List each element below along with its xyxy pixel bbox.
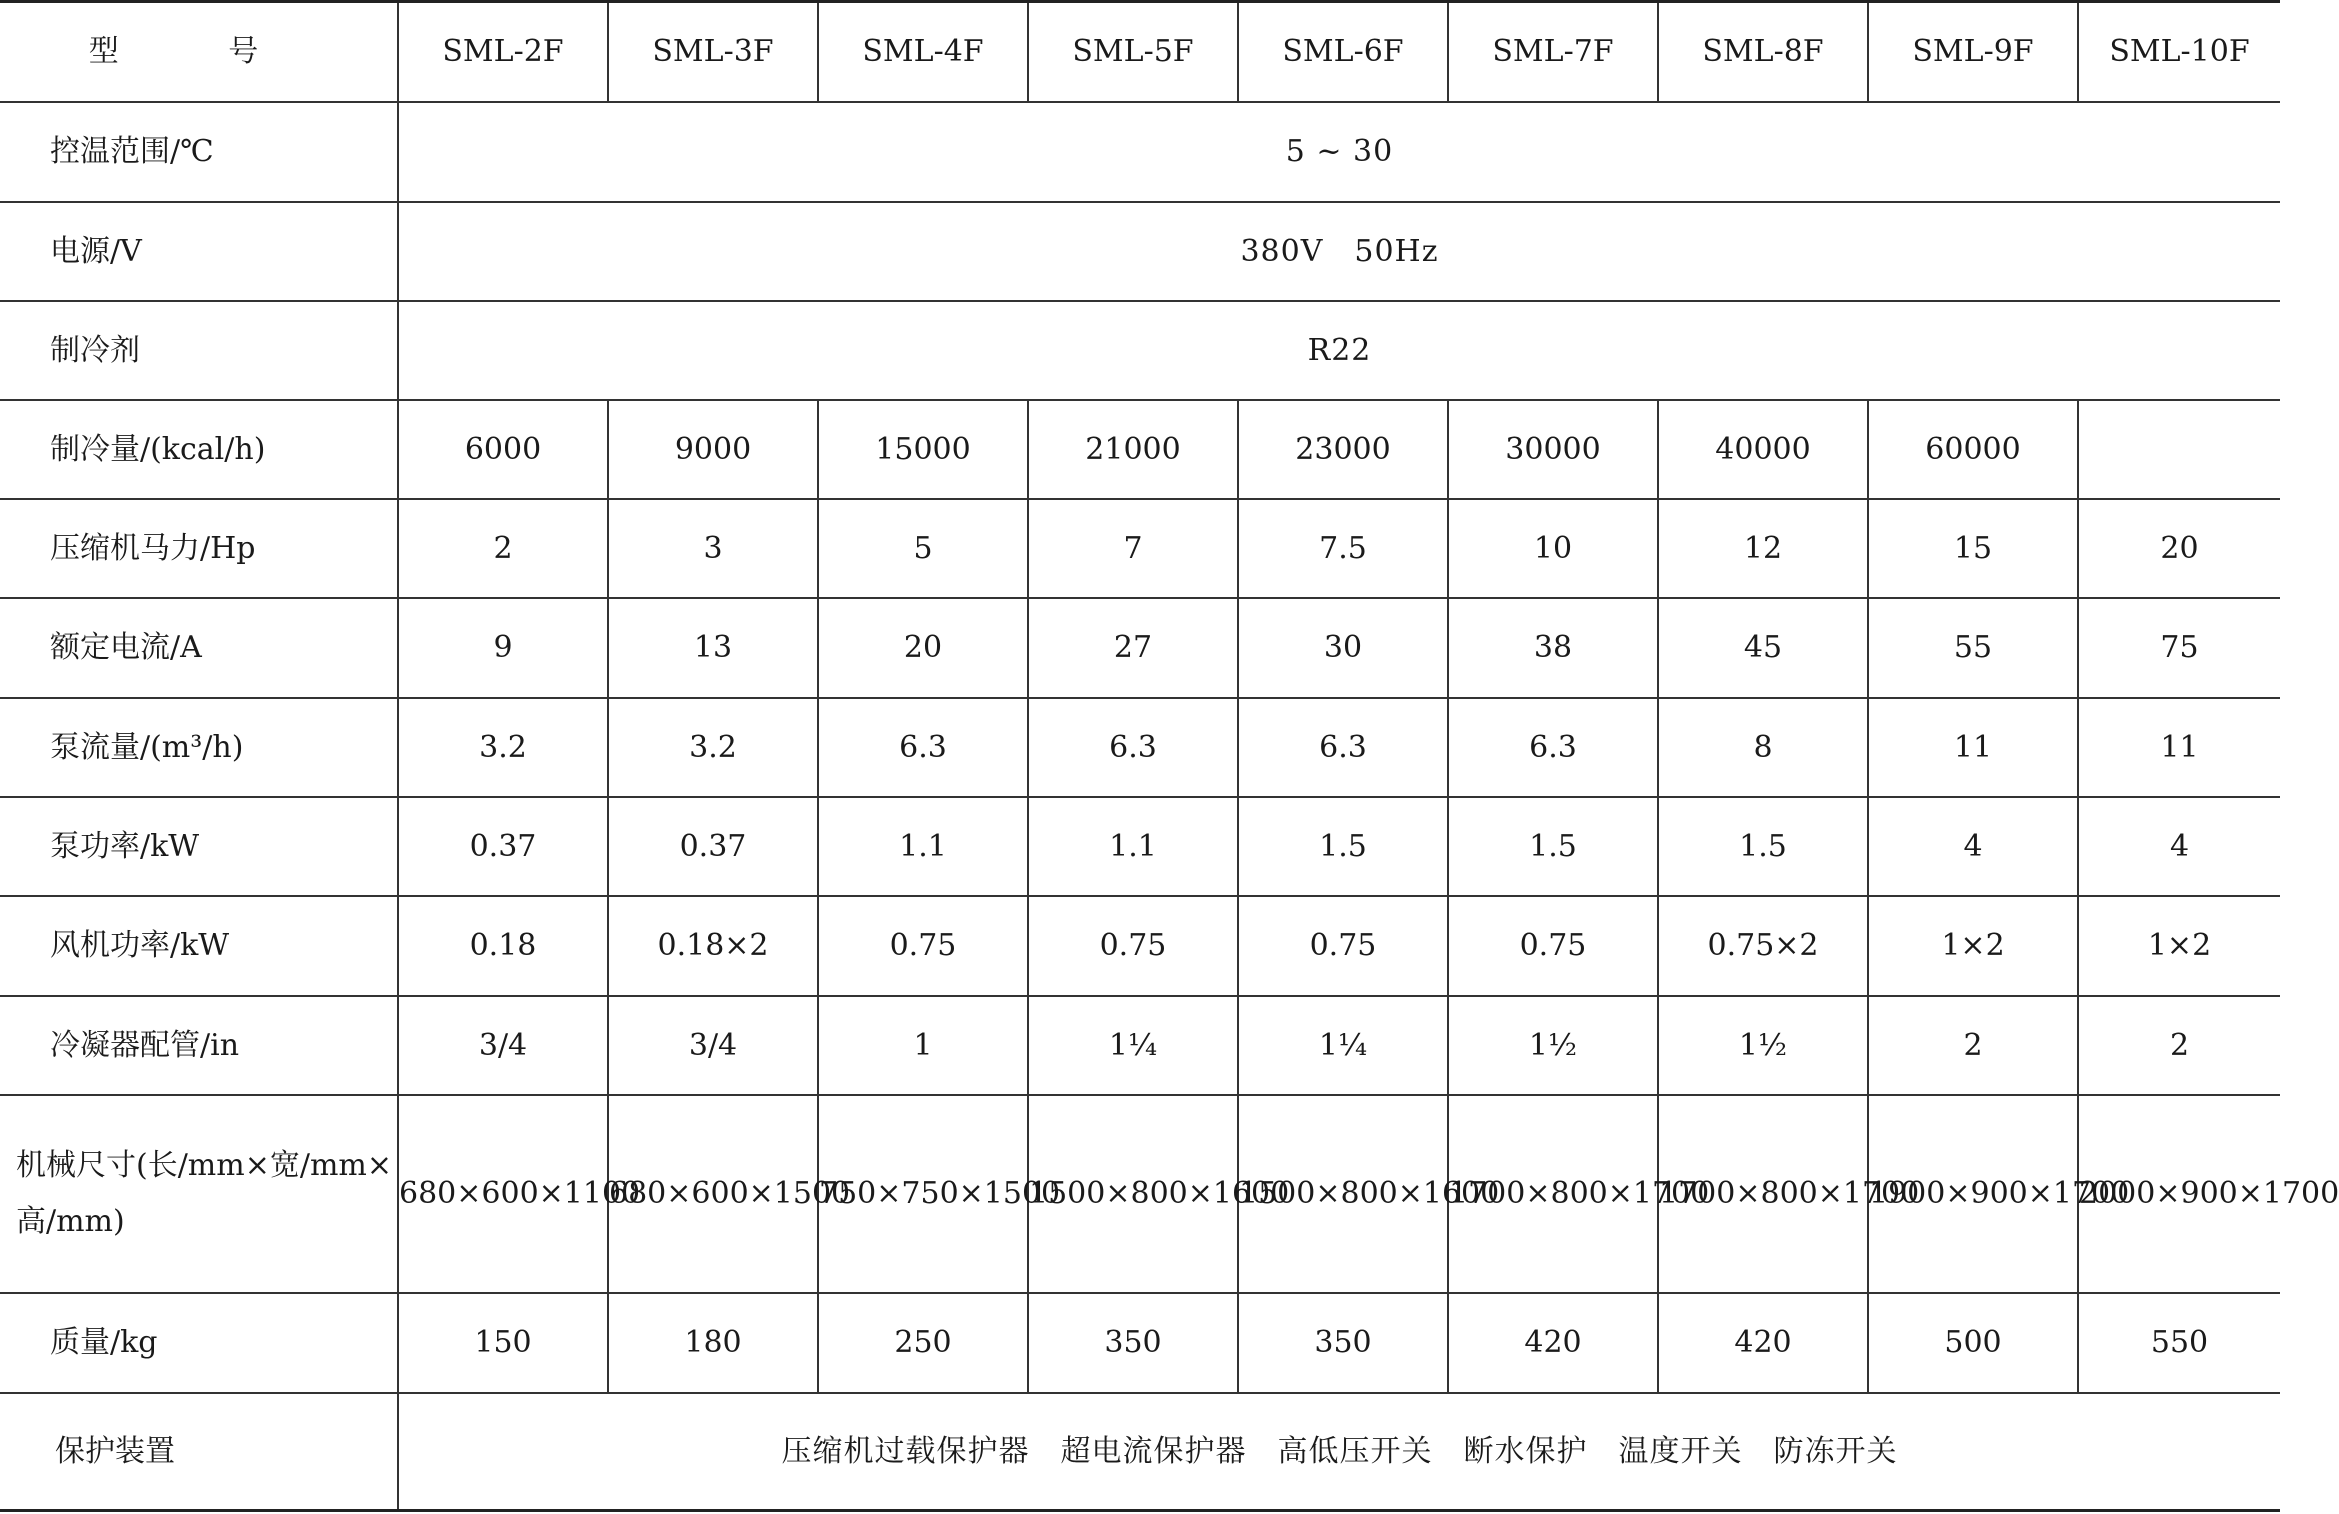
model-cell: SML-4F [818, 2, 1028, 102]
table-cell: 1500×800×1600 [1238, 1095, 1448, 1293]
table-cell: 2 [2078, 996, 2280, 1095]
table-cell: 1½ [1448, 996, 1658, 1095]
table-cell: 0.75 [1028, 896, 1238, 996]
row-label: 风机功率/kW [0, 896, 398, 996]
model-cell: SML-6F [1238, 2, 1448, 102]
table-cell: 6.3 [1028, 698, 1238, 797]
model-cell: SML-8F [1658, 2, 1868, 102]
row-label: 制冷剂 [0, 301, 398, 400]
row-label: 制冷量/(kcal/h) [0, 400, 398, 499]
table-cell: 250 [818, 1293, 1028, 1393]
table-cell: 75 [2078, 598, 2280, 698]
table-cell: 1¼ [1028, 996, 1238, 1095]
table-cell: 0.37 [398, 797, 608, 896]
table-cell: 2 [398, 499, 608, 598]
table-cell: 15 [1868, 499, 2078, 598]
table-cell: 9 [398, 598, 608, 698]
row-label: 泵功率/kW [0, 797, 398, 896]
header-row [0, 2, 2280, 102]
table-cell: 750×750×1500 [818, 1095, 1028, 1293]
model-cell: SML-5F [1028, 2, 1238, 102]
table-cell: 1½ [1658, 996, 1868, 1095]
table-cell: 6000 [398, 400, 608, 499]
table-cell: 1700×800×1700 [1448, 1095, 1658, 1293]
table-row [0, 598, 2280, 698]
table-cell: 500 [1868, 1293, 2078, 1393]
table-cell: 11 [2078, 698, 2280, 797]
table-cell [2078, 400, 2280, 499]
table-cell: 4 [1868, 797, 2078, 896]
table-cell: 20 [818, 598, 1028, 698]
row-label: 质量/kg [0, 1293, 398, 1393]
table-cell: 3.2 [608, 698, 818, 797]
table-cell: 1.5 [1448, 797, 1658, 896]
table-cell: 0.75 [1448, 896, 1658, 996]
table-cell: 0.75 [1238, 896, 1448, 996]
table-row [0, 797, 2280, 896]
table-cell: 60000 [1868, 400, 2078, 499]
table-cell: 0.75×2 [1658, 896, 1868, 996]
row-label: 控温范围/℃ [0, 102, 398, 202]
table-cell: 350 [1028, 1293, 1238, 1393]
table-cell: 40000 [1658, 400, 1868, 499]
table-cell: 6.3 [1238, 698, 1448, 797]
table-row [0, 499, 2280, 598]
table-cell: 680×600×1500 [608, 1095, 818, 1293]
row-label: 泵流量/(m³/h) [0, 698, 398, 797]
table-row [0, 896, 2280, 996]
row-label: 冷凝器配管/in [0, 996, 398, 1095]
table-row [0, 202, 2280, 301]
row-label: 机械尺寸(长/mm×宽/mm×高/mm) [0, 1095, 398, 1293]
table-cell: 4 [2078, 797, 2280, 896]
model-cell: SML-7F [1448, 2, 1658, 102]
span-value: 5 ~ 30 [398, 102, 2280, 202]
row-label: 额定电流/A [0, 598, 398, 698]
table-cell: 1.5 [1658, 797, 1868, 896]
table-cell: 680×600×1100 [398, 1095, 608, 1293]
table-cell: 5 [818, 499, 1028, 598]
table-row-dimensions [0, 1095, 2280, 1293]
table-cell: 55 [1868, 598, 2078, 698]
table-cell: 1×2 [2078, 896, 2280, 996]
table-cell: 10 [1448, 499, 1658, 598]
table-cell: 0.37 [608, 797, 818, 896]
table-cell: 27 [1028, 598, 1238, 698]
table-cell: 3/4 [398, 996, 608, 1095]
table-cell: 38 [1448, 598, 1658, 698]
table-cell: 0.18 [398, 896, 608, 996]
row-label: 压缩机马力/Hp [0, 499, 398, 598]
table-cell: 1 [818, 996, 1028, 1095]
table-cell: 1¼ [1238, 996, 1448, 1095]
table-cell: 1.1 [818, 797, 1028, 896]
header-label: 型 号 [0, 2, 398, 102]
table-cell: 0.18×2 [608, 896, 818, 996]
table-cell: 150 [398, 1293, 608, 1393]
span-value: 380V 50Hz [398, 202, 2280, 301]
table-row [0, 400, 2280, 499]
span-value: R22 [398, 301, 2280, 400]
table-cell: 6.3 [818, 698, 1028, 797]
table-cell: 1.5 [1238, 797, 1448, 896]
table-cell: 3/4 [608, 996, 818, 1095]
table-cell: 21000 [1028, 400, 1238, 499]
table-cell: 550 [2078, 1293, 2280, 1393]
table-cell: 23000 [1238, 400, 1448, 499]
table-cell: 180 [608, 1293, 818, 1393]
table-cell: 11 [1868, 698, 2078, 797]
table-cell: 45 [1658, 598, 1868, 698]
table-cell: 20 [2078, 499, 2280, 598]
model-cell: SML-3F [608, 2, 818, 102]
table-row [0, 102, 2280, 202]
table-cell: 1700×800×1700 [1658, 1095, 1868, 1293]
table-cell: 3.2 [398, 698, 608, 797]
table-row [0, 698, 2280, 797]
protection-value: 压缩机过载保护器 超电流保护器 高低压开关 断水保护 温度开关 防冻开关 [398, 1393, 2280, 1511]
table-cell: 2 [1868, 996, 2078, 1095]
table-cell: 7 [1028, 499, 1238, 598]
table-row-protection [0, 1393, 2280, 1511]
table-cell: 15000 [818, 400, 1028, 499]
table-cell: 0.75 [818, 896, 1028, 996]
table-row [0, 996, 2280, 1095]
table-cell: 2000×900×1700 [2078, 1095, 2280, 1293]
table-cell: 3 [608, 499, 818, 598]
row-label: 保护装置 [0, 1393, 398, 1511]
table-cell: 13 [608, 598, 818, 698]
row-label: 电源/V [0, 202, 398, 301]
table-cell: 9000 [608, 400, 818, 499]
table-cell: 1.1 [1028, 797, 1238, 896]
model-cell: SML-2F [398, 2, 608, 102]
table-cell: 12 [1658, 499, 1868, 598]
table-cell: 1×2 [1868, 896, 2078, 996]
table-cell: 6.3 [1448, 698, 1658, 797]
model-cell: SML-10F [2078, 2, 2280, 102]
table-row [0, 301, 2280, 400]
table-cell: 8 [1658, 698, 1868, 797]
table-cell: 30 [1238, 598, 1448, 698]
table-cell: 1900×900×1700 [1868, 1095, 2078, 1293]
table-row [0, 1293, 2280, 1393]
model-cell: SML-9F [1868, 2, 2078, 102]
table-cell: 1500×800×1600 [1028, 1095, 1238, 1293]
table-cell: 7.5 [1238, 499, 1448, 598]
table-cell: 350 [1238, 1293, 1448, 1393]
table-cell: 30000 [1448, 400, 1658, 499]
table-cell: 420 [1658, 1293, 1868, 1393]
table-cell: 420 [1448, 1293, 1658, 1393]
